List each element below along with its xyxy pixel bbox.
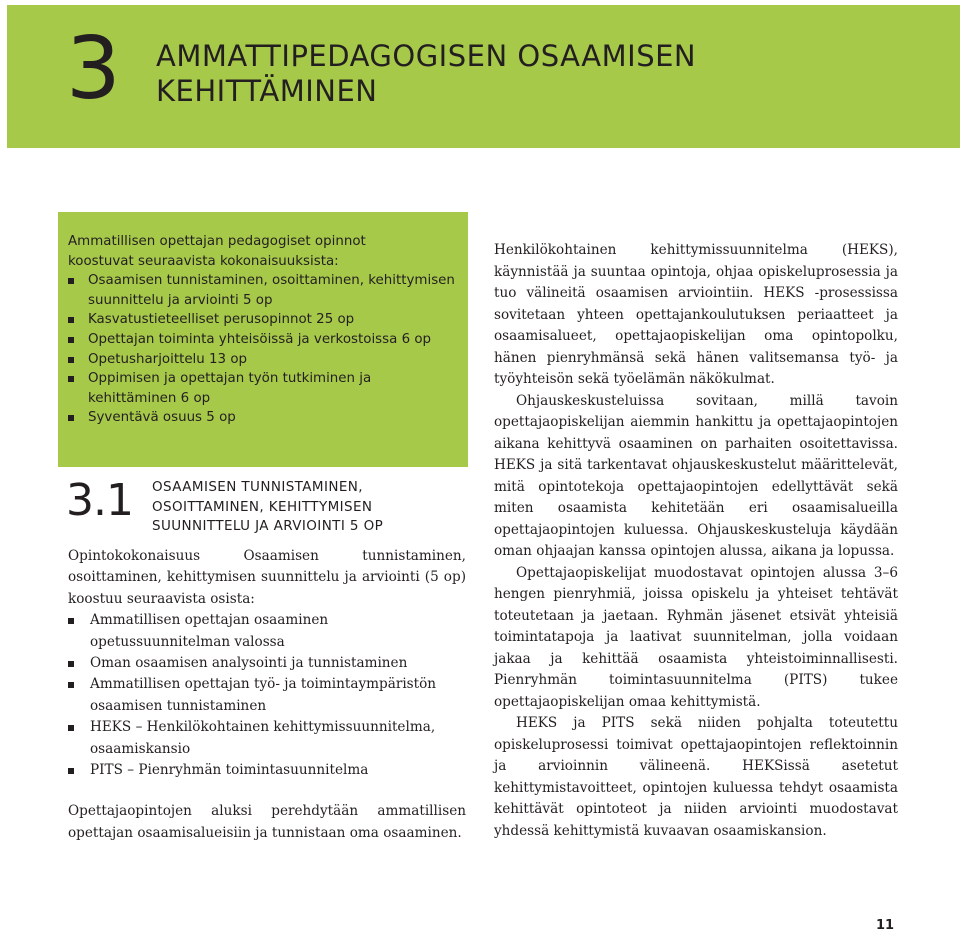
section-number: 3.1 (66, 475, 133, 526)
left-closing-paragraph: Opettajaopintojen aluksi perehdytään ammatillisen opettajan osaamisalueisiin ja tunnistaan oma osaaminen. (68, 803, 466, 841)
left-list (68, 610, 466, 781)
list-item-text: Kasvatustieteelliset perusopinnot 25 op (88, 312, 355, 328)
square-bullet-icon (68, 415, 74, 421)
list-item (68, 653, 466, 674)
list-item (68, 610, 466, 653)
chapter-title-line: AMMATTIPEDAGOGISEN OSAAMISEN (156, 39, 697, 73)
list-item (68, 369, 463, 408)
left-column (68, 546, 466, 844)
list-item-text: Oppimisen ja opettajan työn tutkiminen ja kehittäminen 6 op (88, 371, 372, 406)
page-number: 11 (876, 918, 895, 933)
info-box-intro-line: Ammatillisen opettajan pedagogiset opinnot (68, 234, 366, 249)
list-item-text: Opettajan toiminta yhteisöissä ja verkostoissa 6 op (88, 331, 432, 347)
square-bullet-icon (68, 376, 74, 382)
square-bullet-icon (68, 337, 74, 343)
list-item-text: HEKS – Henkilökohtainen kehittymissuunnitelma, osaamiskansio (90, 719, 436, 757)
list-item (68, 350, 463, 370)
square-bullet-icon (68, 278, 74, 284)
info-box-intro-line: koostuvat seuraavista kokonaisuuksista: (68, 253, 339, 269)
list-item-text: PITS – Pienryhmän toimintasuunnitelma (90, 762, 369, 779)
square-bullet-icon (68, 725, 74, 731)
info-box-intro (68, 232, 463, 271)
section-title-line: OSAAMISEN TUNNISTAMINEN, (152, 479, 363, 495)
list-item (68, 674, 466, 717)
square-bullet-icon (68, 768, 74, 774)
spacer (68, 781, 466, 801)
list-item-text: Ammatillisen opettajan osaaminen opetussuunnitelman valossa (90, 612, 329, 650)
section-title-line: SUUNNITTELU JA ARVIOINTI 5 OP (152, 518, 384, 534)
list-item (68, 760, 466, 781)
list-item (68, 310, 463, 330)
body-paragraph: Opettajaopiskelijat muodostavat opintojen alussa 3–6 hengen pienryhmiä, joissa opiskelu ja yhteiset tehtävät toteutetaan ja jaetaan. Ryhmän jäsenet etsivät yhteisiä toimintatapoja ja laativat suunnitelman, jolla voidaan jakaa ja kehittää osaamista yhteistoiminnallisesti. Pienryhmän toimintasuunnitelma (PITS) tukee opettajaopiskelijan omaa kehittymistä. (494, 564, 898, 710)
info-box-list (68, 271, 463, 428)
list-item (68, 408, 463, 428)
info-box-content (68, 232, 463, 428)
list-item-text: Oman osaamisen analysointi ja tunnistaminen (90, 655, 408, 672)
list-item-text: Ammatillisen opettajan työ- ja toimintaympäristön osaamisen tunnistaminen (90, 676, 437, 714)
chapter-title (156, 39, 696, 109)
list-item (68, 330, 463, 350)
left-intro-paragraph: Opintokokonaisuus Osaamisen tunnistaminen, osoittaminen, kehittymisen suunnittelu ja arviointi (5 op) koostuu seuraavista osista: (68, 548, 466, 607)
body-paragraph: Henkilökohtainen kehittymissuunnitelma (HEKS), käynnistää ja suuntaa opintoja, ohjaa opiskeluprosessia ja tuo välineitä osaamisen arviointiin. HEKS -prosessissa sovitetaan yhteen opettajankoulutuksen periaatteet ja osaamisalueet, opettajaopiskelijan oma opintopolku, hänen pienryhmänsä sekä hänen valitsemansa työ- ja työyhteisön sekä työelämän näkökulmat. (494, 242, 898, 387)
list-item (68, 717, 466, 760)
list-item-text: Osaamisen tunnistaminen, osoittaminen, kehittymisen suunnittelu ja arviointi 5 op (88, 273, 455, 308)
section-title-line: OSOITTAMINEN, KEHITTYMISEN (152, 498, 373, 515)
list-item-text: Syventävä osuus 5 op (88, 410, 236, 426)
chapter-title-line: KEHITTÄMINEN (156, 74, 378, 108)
square-bullet-icon (68, 661, 74, 667)
list-item-text: Opetusharjoittelu 13 op (88, 351, 248, 367)
right-column (494, 240, 898, 842)
body-paragraph: Ohjauskeskusteluissa sovitaan, millä tavoin opettajaopiskelijan aiemmin hankittu ja opettajaopintojen aikana kehittyvä osaaminen on parhaiten osoitettavissa. HEKS ja sitä tarkentavat ohjauskeskustelut määrittelevät, mitä opintotekoja opettajaopintojen edellyttävät sekä miten osaamista kehitetään eri osaamisalueilla opettajaopintojen kuluessa. Ohjauskeskusteluja käydään oman ohjaajan kanssa opintojen alussa, aikana ja lopussa. (494, 392, 898, 559)
square-bullet-icon (68, 357, 74, 363)
square-bullet-icon (68, 618, 74, 624)
square-bullet-icon (68, 682, 74, 688)
square-bullet-icon (68, 317, 74, 323)
body-paragraph: HEKS ja PITS sekä niiden pohjalta toteutettu opiskeluprosessi toimivat opettajaopintojen reflektoinnin ja arvioinnin välineenä. HEKSissä asetetut kehittymistavoitteet, opintojen kuluessa tehdyt osaamista kehittävät opintoteot ja niiden arviointi muodostavat yhdessä kehittymistä kuvaavan osaamiskansion. (494, 715, 898, 839)
list-item (68, 271, 463, 310)
section-title (152, 478, 383, 537)
chapter-number: 3 (66, 19, 121, 119)
